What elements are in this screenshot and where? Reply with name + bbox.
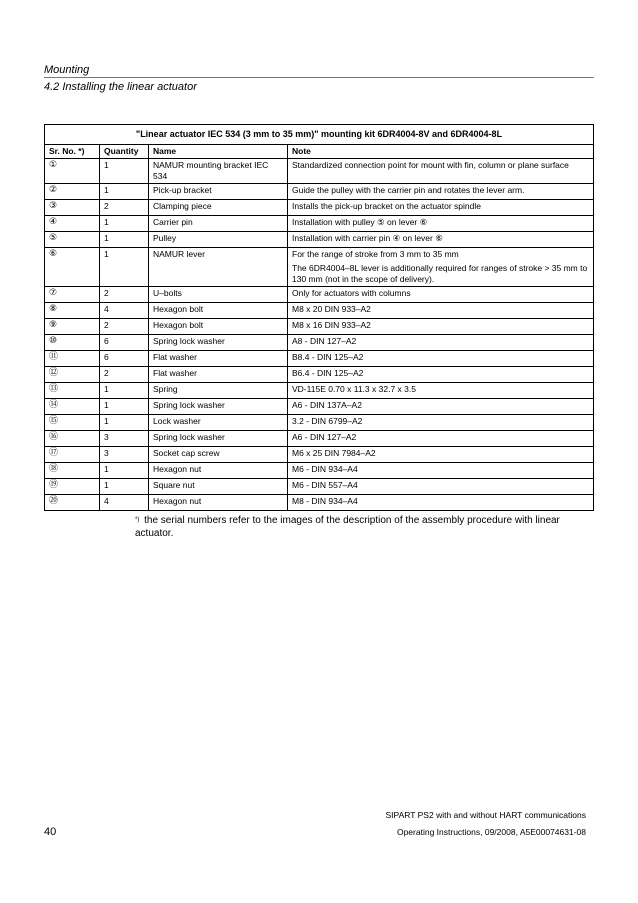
cell-quantity: 3 — [100, 447, 149, 463]
cell-sr-no: ⑱ — [45, 463, 100, 479]
cell-name: Socket cap screw — [149, 447, 288, 463]
table-row — [45, 431, 594, 447]
footnote — [135, 514, 585, 540]
footer-doc-info: Operating Instructions, 09/2008, A5E00074631-08 — [396, 827, 586, 837]
cell-quantity: 1 — [100, 383, 149, 399]
cell-quantity: 1 — [100, 159, 149, 184]
cell-name: U–bolts — [149, 287, 288, 303]
cell-quantity: 1 — [100, 479, 149, 495]
cell-note — [288, 351, 594, 367]
cell-sr-no: ④ — [45, 216, 100, 232]
cell-sr-no: ⑫ — [45, 367, 100, 383]
cell-note — [288, 463, 594, 479]
note-paragraph: M6 - DIN 557–A4 — [292, 480, 358, 490]
cell-quantity: 1 — [100, 232, 149, 248]
table-row — [45, 287, 594, 303]
cell-name: NAMUR lever — [149, 248, 288, 287]
cell-quantity: 4 — [100, 495, 149, 511]
cell-note — [288, 159, 594, 184]
table-row — [45, 159, 594, 184]
subsection-title: 4.2 Installing the linear actuator — [44, 81, 197, 93]
note-paragraph: Guide the pulley with the carrier pin and rotates the lever arm. — [292, 185, 525, 195]
cell-name: Carrier pin — [149, 216, 288, 232]
cell-note — [288, 479, 594, 495]
note-paragraph: B6.4 - DIN 125–A2 — [292, 368, 364, 378]
note-paragraph: The 6DR4004–8L lever is additionally required for ranges of stroke > 35 mm to 130 mm (not in the scope of delivery). — [292, 263, 588, 284]
note-paragraph: Installation with pulley ⑤ on lever ⑥ — [292, 217, 428, 227]
cell-name: Flat washer — [149, 351, 288, 367]
table-header-row — [45, 145, 594, 159]
cell-note — [288, 447, 594, 463]
cell-sr-no: ⑲ — [45, 479, 100, 495]
header-divider — [44, 77, 594, 78]
table-row — [45, 335, 594, 351]
cell-sr-no: ⑯ — [45, 431, 100, 447]
table-row — [45, 319, 594, 335]
note-paragraph: Only for actuators with columns — [292, 288, 411, 298]
table-row — [45, 232, 594, 248]
cell-name: NAMUR mounting bracket IEC 534 — [149, 159, 288, 184]
table-row — [45, 351, 594, 367]
table-row — [45, 447, 594, 463]
cell-sr-no: ⑤ — [45, 232, 100, 248]
cell-quantity: 6 — [100, 351, 149, 367]
note-paragraph: VD-115E 0.70 x 11.3 x 32.7 x 3.5 — [292, 384, 416, 394]
table-row — [45, 200, 594, 216]
note-paragraph: M8 x 16 DIN 933–A2 — [292, 320, 371, 330]
cell-note — [288, 367, 594, 383]
note-paragraph: M8 x 20 DIN 933–A2 — [292, 304, 371, 314]
cell-name: Hexagon nut — [149, 495, 288, 511]
page-number: 40 — [44, 826, 57, 838]
note-paragraph: Installs the pick-up bracket on the actuator spindle — [292, 201, 481, 211]
column-header-name: Name — [149, 145, 288, 159]
cell-name: Lock washer — [149, 415, 288, 431]
cell-name: Pulley — [149, 232, 288, 248]
cell-quantity: 4 — [100, 303, 149, 319]
cell-sr-no: ③ — [45, 200, 100, 216]
cell-note — [288, 216, 594, 232]
note-paragraph: For the range of stroke from 3 mm to 35 mm — [292, 249, 459, 259]
cell-note — [288, 303, 594, 319]
table-row — [45, 495, 594, 511]
cell-note — [288, 287, 594, 303]
cell-note — [288, 232, 594, 248]
note-paragraph: M8 - DIN 934–A4 — [292, 496, 358, 506]
cell-quantity: 1 — [100, 248, 149, 287]
cell-quantity: 2 — [100, 319, 149, 335]
note-paragraph: 3.2 - DIN 6799–A2 — [292, 416, 363, 426]
cell-name: Hexagon bolt — [149, 319, 288, 335]
mounting-kit-table — [44, 124, 594, 511]
cell-name: Spring — [149, 383, 288, 399]
table-row — [45, 415, 594, 431]
cell-sr-no: ⑬ — [45, 383, 100, 399]
cell-quantity: 1 — [100, 415, 149, 431]
cell-quantity: 3 — [100, 431, 149, 447]
cell-note — [288, 383, 594, 399]
cell-quantity: 2 — [100, 367, 149, 383]
cell-quantity: 2 — [100, 200, 149, 216]
cell-name: Hexagon nut — [149, 463, 288, 479]
cell-name: Square nut — [149, 479, 288, 495]
table-row — [45, 399, 594, 415]
cell-note — [288, 319, 594, 335]
cell-note — [288, 415, 594, 431]
cell-quantity: 1 — [100, 399, 149, 415]
cell-quantity: 6 — [100, 335, 149, 351]
table-row — [45, 184, 594, 200]
note-paragraph: Standardized connection point for mount with fin, column or plane surface — [292, 160, 569, 170]
cell-name: Clamping piece — [149, 200, 288, 216]
cell-sr-no: ⑰ — [45, 447, 100, 463]
cell-name: Flat washer — [149, 367, 288, 383]
table-row — [45, 383, 594, 399]
cell-note — [288, 184, 594, 200]
note-paragraph: A8 - DIN 127–A2 — [292, 336, 357, 346]
cell-note — [288, 248, 594, 287]
cell-quantity: 2 — [100, 287, 149, 303]
column-header-sr-no: Sr. No. *) — [45, 145, 100, 159]
table-body — [45, 159, 594, 511]
table-row — [45, 463, 594, 479]
cell-sr-no: ② — [45, 184, 100, 200]
cell-sr-no: ⑩ — [45, 335, 100, 351]
cell-sr-no: ⑨ — [45, 319, 100, 335]
cell-name: Hexagon bolt — [149, 303, 288, 319]
table-row — [45, 248, 594, 287]
cell-name: Spring lock washer — [149, 431, 288, 447]
cell-sr-no: ⑥ — [45, 248, 100, 287]
section-title: Mounting — [44, 64, 90, 76]
note-paragraph: M6 x 25 DIN 7984–A2 — [292, 448, 376, 458]
column-header-quantity: Quantity — [100, 145, 149, 159]
note-paragraph: A6 - DIN 137A–A2 — [292, 400, 362, 410]
cell-sr-no: ⑭ — [45, 399, 100, 415]
footnote-marker: *) — [135, 517, 140, 523]
cell-name: Spring lock washer — [149, 335, 288, 351]
cell-sr-no: ⑧ — [45, 303, 100, 319]
table-caption: "Linear actuator IEC 534 (3 mm to 35 mm)" mounting kit 6DR4004-8V and 6DR4004-8L — [45, 125, 594, 145]
note-paragraph: B8.4 - DIN 125–A2 — [292, 352, 364, 362]
column-header-note: Note — [288, 145, 594, 159]
table-row — [45, 479, 594, 495]
cell-note — [288, 335, 594, 351]
cell-quantity: 1 — [100, 184, 149, 200]
note-paragraph: M6 - DIN 934–A4 — [292, 464, 358, 474]
cell-name: Pick-up bracket — [149, 184, 288, 200]
table-row — [45, 303, 594, 319]
footer-doc-title: SIPART PS2 with and without HART communications — [385, 810, 586, 820]
cell-name: Spring lock washer — [149, 399, 288, 415]
table-row — [45, 367, 594, 383]
note-paragraph: A6 - DIN 127–A2 — [292, 432, 357, 442]
cell-note — [288, 495, 594, 511]
cell-quantity: 1 — [100, 216, 149, 232]
cell-sr-no: ⑪ — [45, 351, 100, 367]
table-row — [45, 216, 594, 232]
cell-quantity: 1 — [100, 463, 149, 479]
footnote-text: the serial numbers refer to the images of the description of the assembly procedure with linear actuator. — [135, 515, 560, 539]
cell-sr-no: ⑳ — [45, 495, 100, 511]
cell-note — [288, 431, 594, 447]
cell-note — [288, 399, 594, 415]
cell-sr-no: ① — [45, 159, 100, 184]
cell-sr-no: ⑦ — [45, 287, 100, 303]
note-paragraph: Installation with carrier pin ④ on lever ⑥ — [292, 233, 443, 243]
cell-sr-no: ⑮ — [45, 415, 100, 431]
cell-note — [288, 200, 594, 216]
